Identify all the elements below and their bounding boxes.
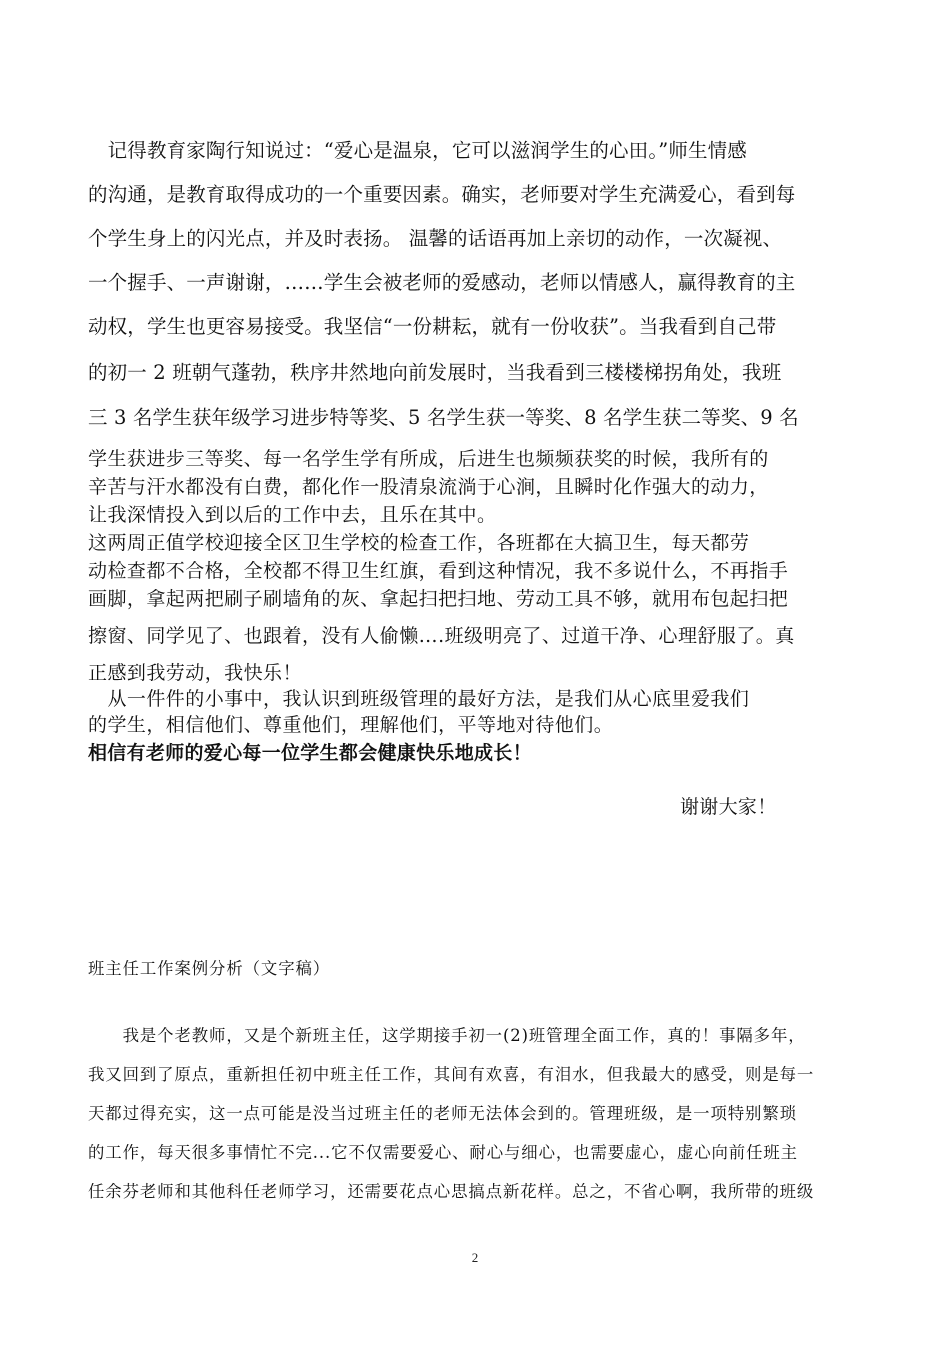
paragraph-line-7: 三 3 名学生获年级学习进步特等奖、5 名学生获一等奖、8 名学生获二等奖、9 名 bbox=[88, 406, 799, 429]
paragraph-line-11: 这两周正值学校迎接全区卫生学校的检查工作，各班都在大搞卫生，每天都劳 bbox=[88, 532, 750, 554]
page-number: 2 bbox=[471, 1250, 479, 1265]
paragraph-line-10: 让我深情投入到以后的工作中去，且乐在其中。 bbox=[88, 504, 497, 526]
paragraph-line-21: 的工作，每天很多事情忙不完...它不仅需要爱心、耐心与细心，也需要虚心，虚心向前任班主 bbox=[88, 1143, 798, 1162]
section-title: 班主任工作案例分析（文字稿） bbox=[88, 959, 331, 978]
paragraph-line-20: 天都过得充实，这一点可能是没当过班主任的老师无法体会到的。管理班级，是一项特别繁琐 bbox=[88, 1104, 797, 1123]
paragraph-line-12: 动检查都不合格，全校都不得卫生红旗，看到这种情况，我不多说什么，不再指手 bbox=[88, 560, 789, 582]
paragraph-line-8: 学生获进步三等奖、每一名学生学有所成，后进生也频频获奖的时候，我所有的 bbox=[88, 448, 769, 470]
paragraph-line-14: 擦窗、同学见了、也跟着，没有人偷懒….班级明亮了、过道干净、心理舒服了。真 bbox=[88, 625, 795, 647]
paragraph-line-22: 任余芬老师和其他科任老师学习，还需要花点心思搞点新花样。总之，不省心啊，我所带的班级 bbox=[88, 1182, 815, 1201]
paragraph-line-6: 的初一 2 班朝气蓬勃，秩序井然地向前发展时，当我看到三楼楼梯拐角处，我班 bbox=[88, 361, 782, 384]
paragraph-line-18: 我是个老教师，又是个新班主任，这学期接手初一(2)班管理全面工作，真的！事隔多年， bbox=[88, 1026, 806, 1045]
paragraph-line-5: 动权，学生也更容易接受。我坚信“一份耕耘，就有一份收获”。当我看到自己带 bbox=[88, 315, 777, 338]
paragraph-line-9: 辛苦与汗水都没有白费，都化作一股清泉流淌于心涧，且瞬时化作强大的动力， bbox=[88, 476, 769, 498]
paragraph-line-1: 记得教育家陶行知说过：“爱心是温泉，它可以滋润学生的心田。”师生情感 bbox=[88, 139, 747, 162]
paragraph-line-16: 从一件件的小事中，我认识到班级管理的最好方法，是我们从心底里爱我们 bbox=[88, 688, 750, 710]
paragraph-line-17: 的学生，相信他们、尊重他们，理解他们，平等地对待他们。 bbox=[88, 714, 614, 736]
paragraph-line-3: 个学生身上的闪光点，并及时表扬。 温馨的话语再加上亲切的动作，一次凝视、 bbox=[88, 227, 783, 250]
closing-statement: 相信有老师的爱心每一位学生都会健康快乐地成长！ bbox=[88, 742, 532, 764]
paragraph-line-2: 的沟通，是教育取得成功的一个重要因素。确实，老师要对学生充满爱心，看到每 bbox=[88, 183, 796, 206]
paragraph-line-19: 我又回到了原点，重新担任初中班主任工作，其间有欢喜，有泪水，但我最大的感受，则是每一 bbox=[88, 1065, 815, 1084]
thanks-text: 谢谢大家！ bbox=[680, 796, 777, 818]
paragraph-line-15: 正感到我劳动，我快乐！ bbox=[88, 662, 302, 684]
paragraph-line-4: 一个握手、一声谢谢，……学生会被老师的爱感动，老师以情感人，赢得教育的主 bbox=[88, 271, 796, 294]
paragraph-line-13: 画脚，拿起两把刷子刷墙角的灰、拿起扫把扫地、劳动工具不够，就用布包起扫把 bbox=[88, 588, 789, 610]
